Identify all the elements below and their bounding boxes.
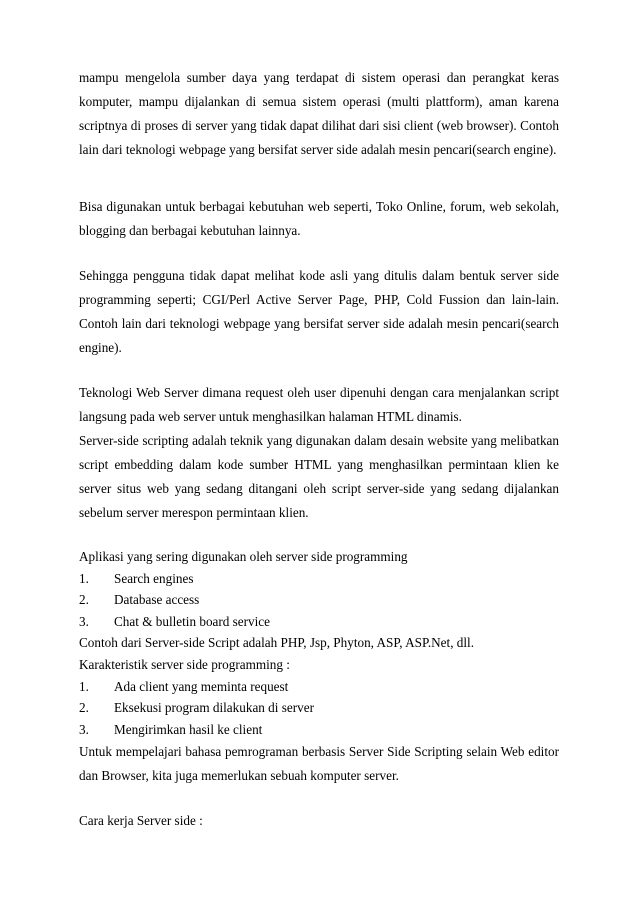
spacer: [79, 243, 559, 264]
list-item-number: 3.: [79, 721, 89, 737]
list-item: [79, 568, 559, 590]
list-item-number: 2.: [79, 700, 89, 716]
paragraph-usage: Bisa digunakan untuk berbagai kebutuhan web seperti, Toko Online, forum, web sekolah, blogging dan berbagai kebutuhan lainnya.: [79, 199, 559, 238]
list-item-number: 1.: [79, 678, 89, 694]
paragraph-hidden-code: Sehingga pengguna tidak dapat melihat kode asli yang ditulis dalam bentuk server side programming seperti; CGI/Perl Active Server Page, PHP, Cold Fussion dan lain-lain. Contoh lain dari teknologi webpage yang bersifat server side adalah mesin pencari(search engine).: [79, 268, 559, 355]
list-item-number: 1.: [79, 570, 89, 586]
paragraph-learning-requirements: Untuk mempelajari bahasa pemrograman berbasis Server Side Scripting selain Web editor dan Browser, kita juga memerlukan sebuah komputer server.: [79, 744, 559, 784]
spacer: [79, 788, 559, 809]
list-item: [79, 611, 559, 633]
list-item-text: Mengirimkan hasil ke client: [114, 721, 263, 737]
spacer: [79, 525, 559, 546]
list-item-number: 2.: [79, 592, 89, 608]
paragraph-intro: mampu mengelola sumber daya yang terdapat di sistem operasi dan perangkat keras komputer, mampu dijalankan di semua sistem operasi (multi plattform), aman karena scriptnya di proses di server yang tidak dapat dilihat dari sisi client (web browser). Contoh lain dari teknologi webpage yang bersifat server side adalah mesin pencari(search engine).: [79, 70, 559, 157]
list-item-number: 3.: [79, 613, 89, 629]
list-item-text: Eksekusi program dilakukan di server: [114, 700, 314, 716]
document-page: [79, 66, 559, 833]
list-item: [79, 676, 559, 698]
list-item-text: Ada client yang meminta request: [114, 678, 289, 694]
list-item: [79, 697, 559, 719]
list-item-text: Chat & bulletin board service: [114, 613, 271, 629]
paragraph-script-examples: Contoh dari Server-side Script adalah PHP, Jsp, Phyton, ASP, ASP.Net, dll.: [79, 635, 475, 651]
paragraph-server-side-scripting: Server-side scripting adalah teknik yang digunakan dalam desain website yang melibatkan script embedding dalam kode sumber HTML yang menghasilkan permintaan klien ke server situs web yang sedang ditangani oleh script server-side yang sedang dijalankan sebelum server merespon permintaan klien.: [79, 433, 559, 520]
characteristics-list: [79, 676, 559, 741]
paragraph-applications-heading: Aplikasi yang sering digunakan oleh server side programming: [79, 549, 408, 564]
spacer: [79, 162, 559, 195]
list-item-text: Database access: [114, 592, 200, 608]
list-item: [79, 589, 559, 611]
list-item-text: Search engines: [114, 570, 194, 586]
applications-list: [79, 568, 559, 633]
paragraph-web-server-tech: Teknologi Web Server dimana request oleh user dipenuhi dengan cara menjalankan script langsung pada web server untuk menghasilkan halaman HTML dinamis.: [79, 385, 559, 424]
list-item: [79, 719, 559, 741]
paragraph-characteristics-heading: Karakteristik server side programming :: [79, 656, 290, 672]
paragraph-how-it-works: Cara kerja Server side :: [79, 813, 203, 829]
spacer: [79, 360, 559, 381]
